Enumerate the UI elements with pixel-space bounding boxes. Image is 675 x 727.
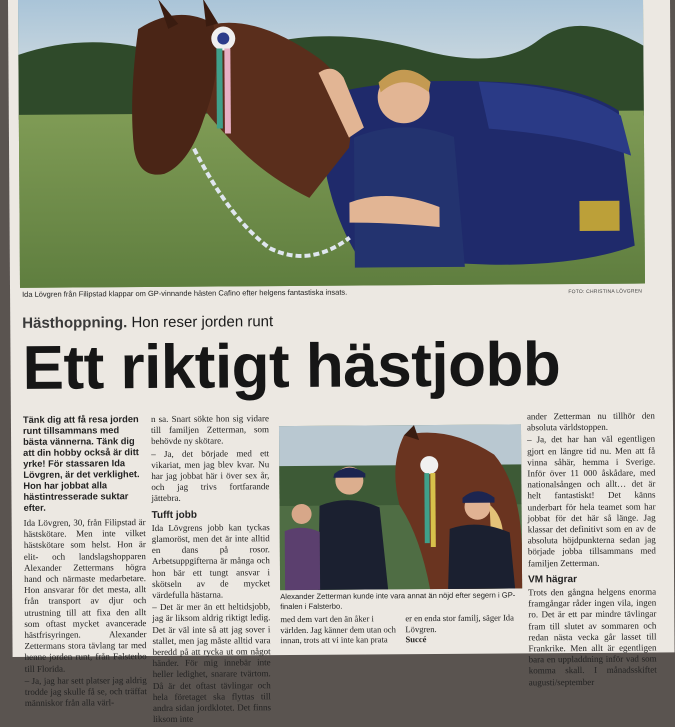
mid-photo-illustration bbox=[279, 424, 522, 590]
col4-p2: – Ja, det har han väl egentligen gjort en längre tid nu. Men att få vinna såhär, hemma i Sverige. Inför över 11 000 åskådare, med nationalsången och allt… det är helt fantastiskt! Det känns underbart för hela teamet som har jobbat för det här så länge. Jag klassar det definitivt som en av de absoluta höjdpunkterna sedan jag började jobba tillsammans med familjen Zetterman. bbox=[527, 433, 656, 569]
top-photo-caption bbox=[22, 286, 642, 299]
col2-p4: – Det är mer än ett heltidsjobb, jag är liksom aldrig riktigt ledig. Det är väl inte så att jag sover i stallet, men jag måste alltid vara beredd på att rycka ut om något händer. För mig innebär inte heller ledighet, snarare tvärtom. Då är det oftast tävlingar och hela företaget ska flyttas till andra sidan jordklotet. Det finns liksom inte bbox=[152, 601, 271, 725]
top-photo-caption-text: Ida Lövgren från Filipstad klappar om GP-vinnande hästen Cafino efter helgens fantastiska insats. bbox=[22, 287, 348, 299]
kicker-label: Hästhoppning. bbox=[22, 314, 128, 332]
mid-photo-rider-and-horse bbox=[279, 424, 522, 590]
col2-p1: n sa. Snart sökte hon sig vidare till familjen Zetterman, som behövde ny skötare. bbox=[150, 413, 270, 447]
col1-body: Ida Lövgren, 30, från Filipstad är hästskötare. Men inte vilket hästskötare som helst. Hon är elit- och landslagshopparen Alexander Zettermans högra hand och närmaste medarbetare. Hon ansvarar för det mesta, allt från transport av djur och utrustning till att fixa den allt som oftast mycket avancerade hästfrisyringen. Alexander Zettermans stora tävlang tar med henne jorden runt, från Falsterbo till Florida. bbox=[23, 517, 147, 674]
ingress: Tänk dig att få resa jorden runt tillsammans med bästa vännerna. Tänk dig att din hobby också är ditt yrke! För stassaren Ida Lövgren, är det verklighet. Hon har jobbat alla hästintresserade suktar efter. bbox=[22, 414, 140, 513]
kicker-text: Hon reser jorden runt bbox=[131, 313, 274, 332]
column-2 bbox=[151, 413, 271, 726]
headline: Ett riktigt hästjobb bbox=[22, 330, 561, 403]
col4-subheading: VM hägrar bbox=[528, 573, 578, 586]
col2-p3: Ida Lövgrens jobb kan tyckas glamoröst, men det är inte alltid en dans på rosor. Arbetsuppgifterna är många och hon bär ett tungt ansvar i skötseln av de mycket värdefulla hästarna. bbox=[151, 522, 271, 601]
col2-p2: – Ja, det började med ett vikariat, men jag blev kvar. Nu har jag jobbat här i över sex år, och jag trivs fortfarande jättebra. bbox=[151, 447, 270, 504]
top-photo-horse-and-groom bbox=[18, 0, 645, 288]
col1-body-2: – Ja, jag har sett platser jag aldrig trodde jag skulle få se, och träffat människor från alla värl- bbox=[24, 674, 147, 709]
kicker bbox=[22, 313, 273, 332]
col3-left: med dem vart den än åker i världen. Jag känner dem utan och innan, trots att vi inte kan prata bbox=[280, 613, 396, 646]
col4-p3: Trots den gångna helgens enorma framgångar råder ingen vila, ingen ro. Det är ett par mindre tävlingar fram till slutet av sommaren och redan nästa vecka går lasset till Frankrike. Men allt är egentligen bara en uppladdning inför vad som komma skall. I månadsskiftet augusti/september bbox=[528, 586, 657, 688]
col4-p1: ander Zetterman nu tillhör den absoluta världstoppen. bbox=[526, 410, 655, 433]
col3-right-text: er en enda stor familj, säger Ida Lövgren. bbox=[405, 612, 514, 634]
col2-subheading: Tufft jobb bbox=[151, 509, 197, 521]
photo-credit: FOTO: CHRISTINA LÖVGREN bbox=[568, 288, 643, 296]
mid-photo-caption: Alexander Zetterman kunde inte vara annat än nöjd efter segern i GP-finalen i Falsterbo. bbox=[280, 590, 516, 611]
column-4 bbox=[527, 410, 657, 689]
col3-right bbox=[405, 612, 522, 644]
newspaper-page bbox=[8, 0, 675, 725]
col3-subheading: Succé bbox=[405, 634, 427, 645]
column-3 bbox=[280, 612, 522, 645]
column-1 bbox=[23, 414, 147, 710]
top-photo-illustration bbox=[18, 0, 645, 288]
